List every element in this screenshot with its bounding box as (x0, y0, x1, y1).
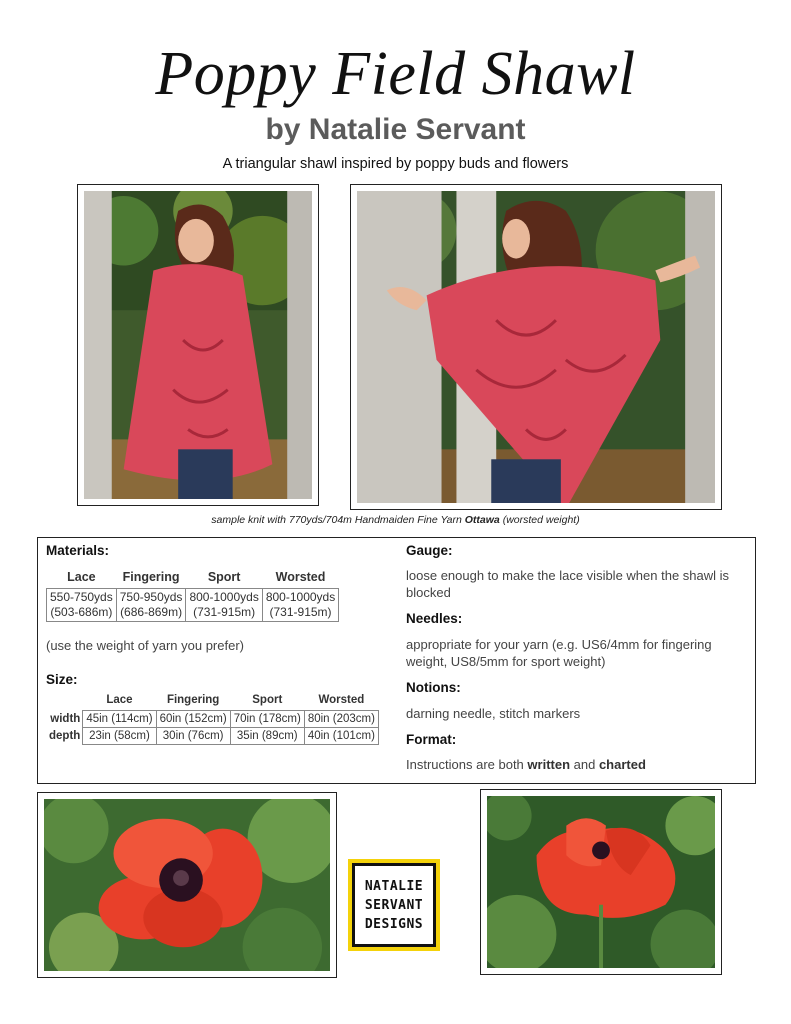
materials-cell: 550-750yds (503-686m) (47, 589, 117, 622)
designer-byline: by Natalie Servant (265, 113, 526, 146)
shawl-photo-back-image (357, 191, 715, 503)
pattern-tagline: A triangular shawl inspired by poppy buds and flowers (222, 156, 569, 172)
needles-heading: Needles: (406, 611, 463, 626)
natalie-servant-designs-logo (348, 859, 440, 951)
logo-line-2: SERVANT (364, 897, 424, 913)
size-row-label-width: width (50, 713, 81, 725)
poppy-photo-right (480, 789, 722, 975)
sample-caption (0, 514, 791, 526)
pattern-details-box (37, 537, 756, 784)
gauge-heading: Gauge: (406, 543, 453, 558)
materials-cell: 800-1000yds (731-915m) (262, 589, 338, 622)
pattern-title: Poppy Field Shawl (155, 40, 636, 108)
logo-line-3: DESIGNS (364, 916, 424, 932)
logo-line-1: NATALIE (364, 878, 424, 894)
size-table (46, 693, 379, 745)
materials-cell: 750-950yds (686-869m) (116, 589, 186, 622)
size-cell: 60in (152cm) (156, 711, 230, 728)
size-heading: Size: (46, 672, 78, 687)
size-cell: 40in (101cm) (304, 728, 378, 745)
materials-note: (use the weight of yarn you prefer) (46, 638, 244, 653)
materials-table (46, 568, 339, 622)
caption-suffix: (worsted weight) (499, 514, 580, 526)
poppy-photo-right-image (487, 796, 715, 968)
size-col-fingering: Fingering (166, 694, 220, 706)
materials-cell: 800-1000yds (731-915m) (186, 589, 262, 622)
shawl-photo-side-image (84, 191, 312, 499)
size-col-worsted: Worsted (318, 694, 365, 706)
materials-col-sport: Sport (207, 570, 241, 584)
materials-col-fingering: Fingering (122, 570, 180, 584)
size-col-lace: Lace (106, 694, 133, 706)
shawl-photo-back (350, 184, 722, 510)
format-text: Instructions are both written and charted (406, 757, 646, 772)
table-row (46, 728, 378, 745)
notions-heading: Notions: (406, 680, 461, 695)
poppy-photo-left-image (44, 799, 330, 971)
size-cell: 35in (89cm) (230, 728, 304, 745)
size-cell: 30in (76cm) (156, 728, 230, 745)
size-cell: 45in (114cm) (83, 711, 156, 728)
format-charted: charted (598, 757, 646, 772)
caption-yarn-name: Ottawa (464, 514, 500, 526)
materials-col-worsted: Worsted (275, 570, 326, 584)
size-cell: 23in (58cm) (83, 728, 156, 745)
caption-prefix: sample knit with 770yds/704m Handmaiden Fine Yarn (211, 514, 465, 526)
format-heading: Format: (406, 732, 457, 747)
materials-col-lace: Lace (67, 570, 96, 584)
notions-text: darning needle, stitch markers (406, 706, 581, 721)
format-written: written (527, 757, 571, 772)
shawl-photo-side (77, 184, 319, 506)
size-cell: 70in (178cm) (230, 711, 304, 728)
size-col-sport: Sport (252, 694, 283, 706)
poppy-photo-left (37, 792, 337, 978)
materials-heading: Materials: (46, 543, 110, 558)
gauge-text: loose enough to make the lace visible when the shawl is blocked (406, 568, 730, 600)
size-cell: 80in (203cm) (304, 711, 378, 728)
needles-text: appropriate for your yarn (e.g. US6/4mm for fingering weight, US8/5mm for sport weight) (406, 637, 712, 669)
table-row (47, 589, 339, 622)
table-row (46, 711, 378, 728)
size-row-label-depth: depth (49, 730, 81, 742)
